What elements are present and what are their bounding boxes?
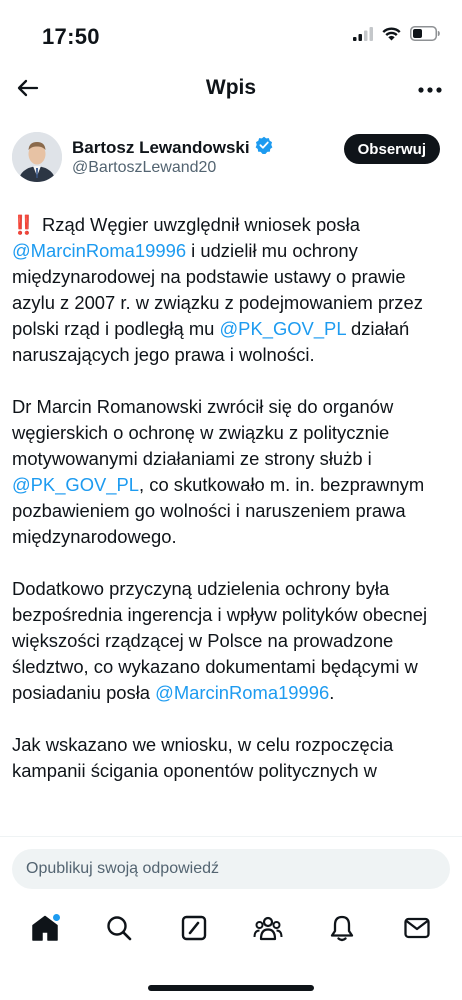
tab-grok[interactable] <box>170 906 218 954</box>
nav-header <box>0 68 462 112</box>
text-span: Rząd Węgier uwzględnił wniosek posła <box>36 214 360 235</box>
post-author <box>0 128 462 188</box>
text-span: działań naruszających jego prawa i wolności. <box>12 318 410 365</box>
author-name-row <box>72 136 273 159</box>
status-icons <box>353 26 440 46</box>
mention-link[interactable]: @PK_GOV_PL <box>219 318 346 339</box>
author-name[interactable]: Bartosz Lewandowski <box>72 137 250 157</box>
follow-button[interactable]: Obserwuj <box>344 134 440 164</box>
verified-badge-icon <box>255 136 273 159</box>
home-indicator[interactable] <box>148 985 314 991</box>
text-span: i udzielił mu ochrony międzynarodowej na podstawie ustawy o prawie azylu z 2007 r. w związku z podejmowaniem przez polski rząd i podległą mu <box>12 240 423 339</box>
reply-bar <box>0 836 462 900</box>
text-span: Dodatkowo przyczyną udzielenia ochrony była bezpośrednia ingerencja i wpływ polityków obecnej większości rządzącej w Polsce na prowadzone śledztwo, co wykazano dokumentami będącymi w posiadaniu posła <box>12 578 428 703</box>
post-text <box>12 212 450 810</box>
more-button[interactable] <box>414 74 446 106</box>
communities-icon <box>253 914 283 947</box>
post-paragraph-1 <box>12 212 450 368</box>
wifi-icon <box>381 26 402 46</box>
text-span: Jak wskazano we wniosku, w celu rozpoczęcia kampanii ścigania oponentów politycznych w <box>12 734 394 781</box>
search-icon <box>105 914 133 947</box>
tab-notifications[interactable] <box>318 906 366 954</box>
text-span: Dr Marcin Romanowski zwrócił się do organów węgierskich o ochronę w związku z politycznie motywowanymi działaniami ze strony służb i <box>12 396 394 469</box>
more-horizontal-icon <box>418 81 442 99</box>
tab-search[interactable] <box>95 906 143 954</box>
notifications-icon <box>328 914 356 947</box>
text-span: , co skutkowało m. in. bezprawnym pozbawieniem go wolności i naruszeniem prawa międzynarodowego. <box>12 474 425 547</box>
post-paragraph-2 <box>12 394 450 550</box>
tab-messages[interactable] <box>393 906 441 954</box>
tab-communities[interactable] <box>244 906 292 954</box>
author-handle[interactable]: @BartoszLewand20 <box>72 159 217 176</box>
mention-link[interactable]: @MarcinRoma19996 <box>12 240 187 261</box>
compose-grok-icon <box>180 914 208 947</box>
double-exclamation-icon: ‼️ <box>12 214 33 235</box>
messages-icon <box>403 914 431 947</box>
page-title: Wpis <box>205 76 257 99</box>
text-span: . <box>329 682 335 703</box>
post-paragraph-3 <box>12 576 450 706</box>
mention-link[interactable]: @MarcinRoma19996 <box>155 682 330 703</box>
reply-input[interactable] <box>12 849 450 889</box>
tab-home[interactable] <box>21 906 69 954</box>
bottom-tab-bar <box>0 904 462 956</box>
cellular-signal-icon <box>353 27 373 46</box>
avatar[interactable] <box>12 132 62 182</box>
post-paragraph-4 <box>12 732 450 784</box>
mention-link[interactable]: @PK_GOV_PL <box>12 474 140 495</box>
battery-icon <box>410 26 440 46</box>
status-bar <box>0 0 462 72</box>
status-time: 17:50 <box>42 24 100 49</box>
